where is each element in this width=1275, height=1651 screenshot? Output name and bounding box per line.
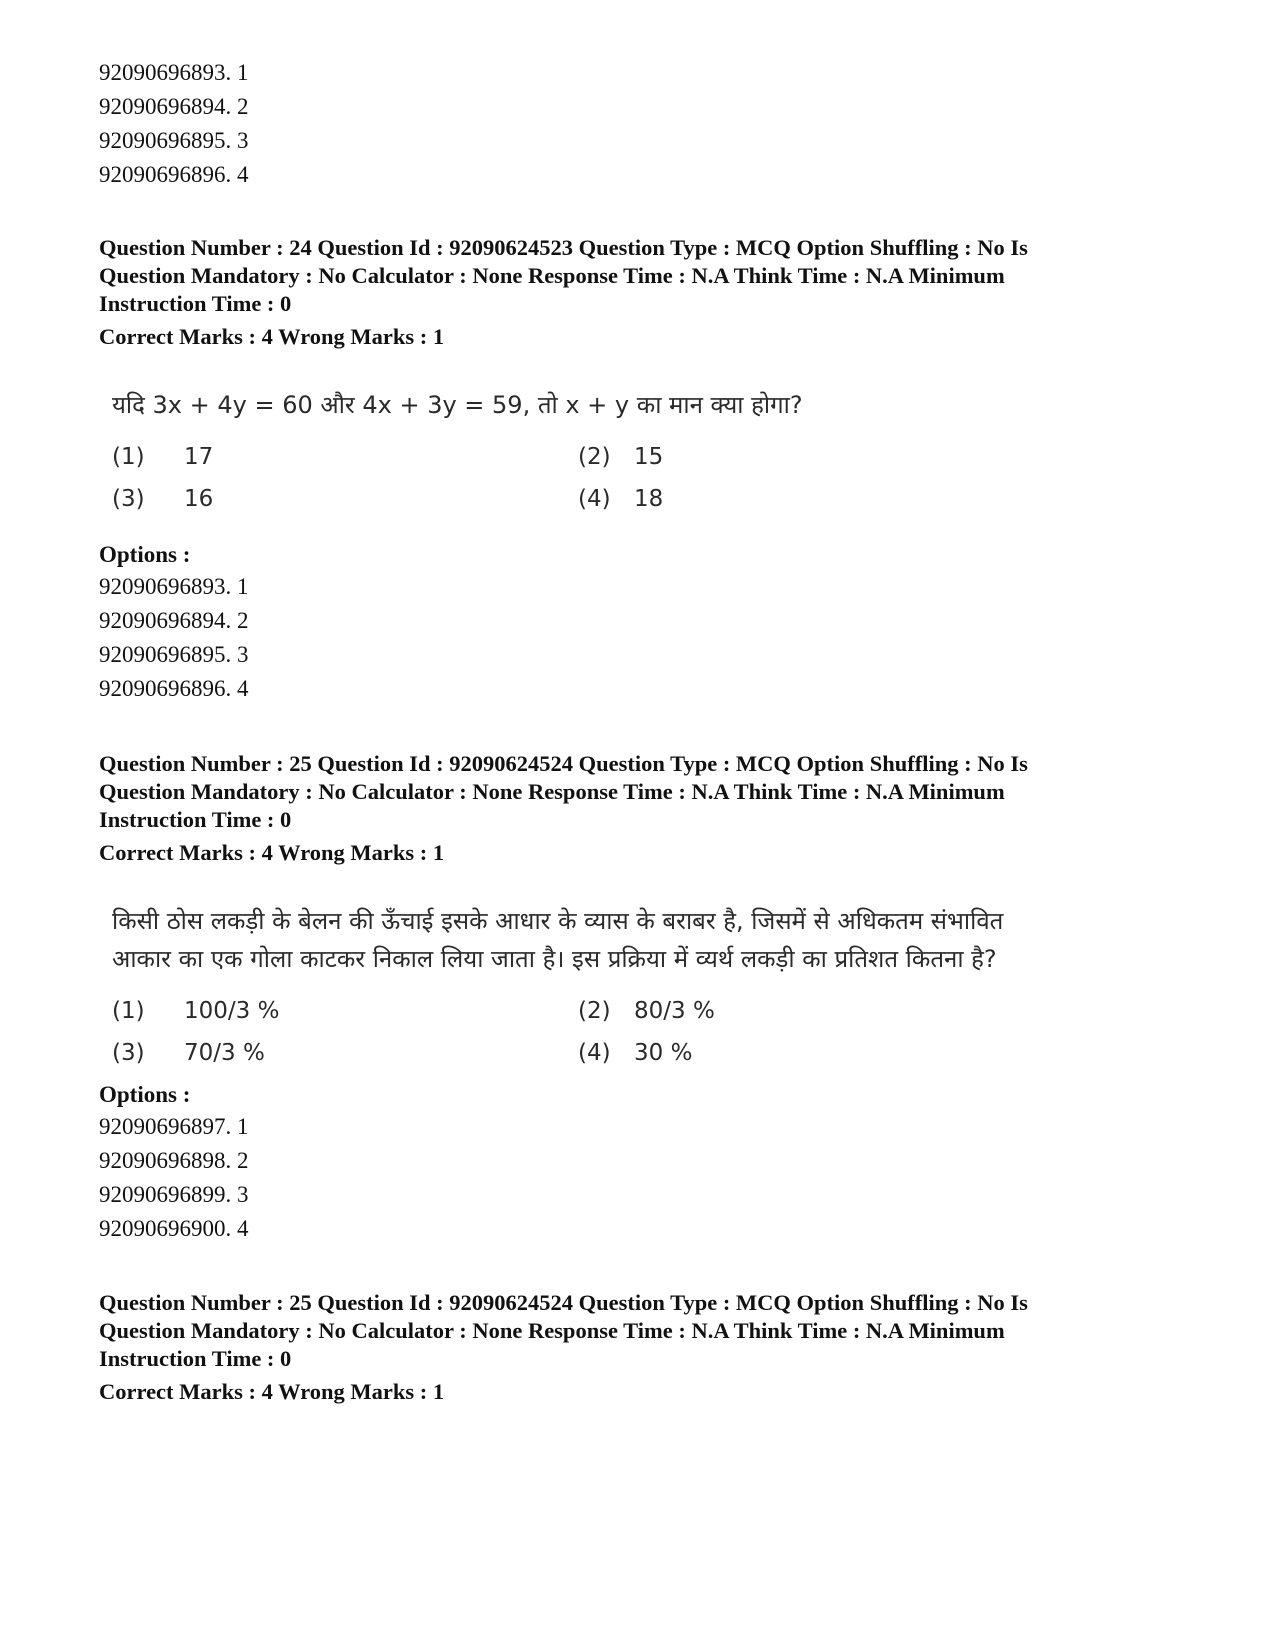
option-line: 92090696893. 1 <box>99 60 249 85</box>
q25-repeat-marks: Correct Marks : 4 Wrong Marks : 1 <box>99 1379 445 1404</box>
q24-choice-2: (2) 15 <box>578 444 664 470</box>
option-line: 92090696898. 2 <box>99 1148 249 1173</box>
option-line: 92090696893. 1 <box>99 574 249 599</box>
q25-choice-3: (3) 70/3 % <box>112 1040 265 1066</box>
q25-meta-line-3: Instruction Time : 0 <box>99 807 292 832</box>
option-line: 92090696896. 4 <box>99 162 249 187</box>
q24-question-image <box>112 386 1212 534</box>
q25-options-title: Options : <box>99 1082 191 1107</box>
q24-choices <box>112 444 1212 534</box>
option-line: 92090696894. 2 <box>99 608 249 633</box>
option-line: 92090696897. 1 <box>99 1114 249 1139</box>
q25-question-image <box>112 902 1212 1088</box>
q25-question-line-1: किसी ठोस लकड़ी के बेलन की ऊँचाई इसके आधार के व्यास के बराबर है, जिसमें से अधिकतम संभावित <box>112 907 1004 935</box>
option-line: 92090696899. 3 <box>99 1182 249 1207</box>
q25-repeat-meta-line-2: Question Mandatory : No Calculator : None Response Time : N.A Think Time : N.A Minimum <box>99 1318 1005 1343</box>
q25-repeat-header <box>99 1289 1199 1407</box>
option-line: 92090696895. 3 <box>99 642 249 667</box>
q24-choice-3: (3) 16 <box>112 486 214 512</box>
q24-meta-line-2: Question Mandatory : No Calculator : None Response Time : N.A Think Time : N.A Minimum <box>99 263 1005 288</box>
option-line: 92090696894. 2 <box>99 94 249 119</box>
q24-options-title: Options : <box>99 542 191 567</box>
option-line: 92090696895. 3 <box>99 128 249 153</box>
q24-meta-line-1: Question Number : 24 Question Id : 92090624523 Question Type : MCQ Option Shuffling : No Is <box>99 235 1028 260</box>
top-options-list <box>99 56 1199 192</box>
q24-meta-line-3: Instruction Time : 0 <box>99 291 292 316</box>
q24-options <box>99 540 1199 706</box>
q25-repeat-meta-line-3: Instruction Time : 0 <box>99 1346 292 1371</box>
q25-header <box>99 750 1199 868</box>
q25-repeat-meta-line-1: Question Number : 25 Question Id : 92090624524 Question Type : MCQ Option Shuffling : No Is <box>99 1290 1028 1315</box>
q25-meta-line-1: Question Number : 25 Question Id : 92090624524 Question Type : MCQ Option Shuffling : No Is <box>99 751 1028 776</box>
q24-marks: Correct Marks : 4 Wrong Marks : 1 <box>99 324 445 349</box>
q24-choice-4: (4) 18 <box>578 486 664 512</box>
q25-choice-4: (4) 30 % <box>578 1040 693 1066</box>
q25-question-line-2: आकार का एक गोला काटकर निकाल लिया जाता है। इस प्रक्रिया में व्यर्थ लकड़ी का प्रतिशत कितना है? <box>112 945 997 973</box>
q25-choices <box>112 998 1212 1088</box>
q25-choice-1: (1) 100/3 % <box>112 998 280 1024</box>
q25-choice-2: (2) 80/3 % <box>578 998 715 1024</box>
q24-question-text: यदि 3x + 4y = 60 और 4x + 3y = 59, तो x + y का मान क्या होगा? <box>112 391 803 419</box>
option-line: 92090696896. 4 <box>99 676 249 701</box>
q25-marks: Correct Marks : 4 Wrong Marks : 1 <box>99 840 445 865</box>
q24-header <box>99 234 1199 352</box>
q24-choice-1: (1) 17 <box>112 444 214 470</box>
q25-options <box>99 1080 1199 1246</box>
option-line: 92090696900. 4 <box>99 1216 249 1241</box>
q25-meta-line-2: Question Mandatory : No Calculator : None Response Time : N.A Think Time : N.A Minimum <box>99 779 1005 804</box>
